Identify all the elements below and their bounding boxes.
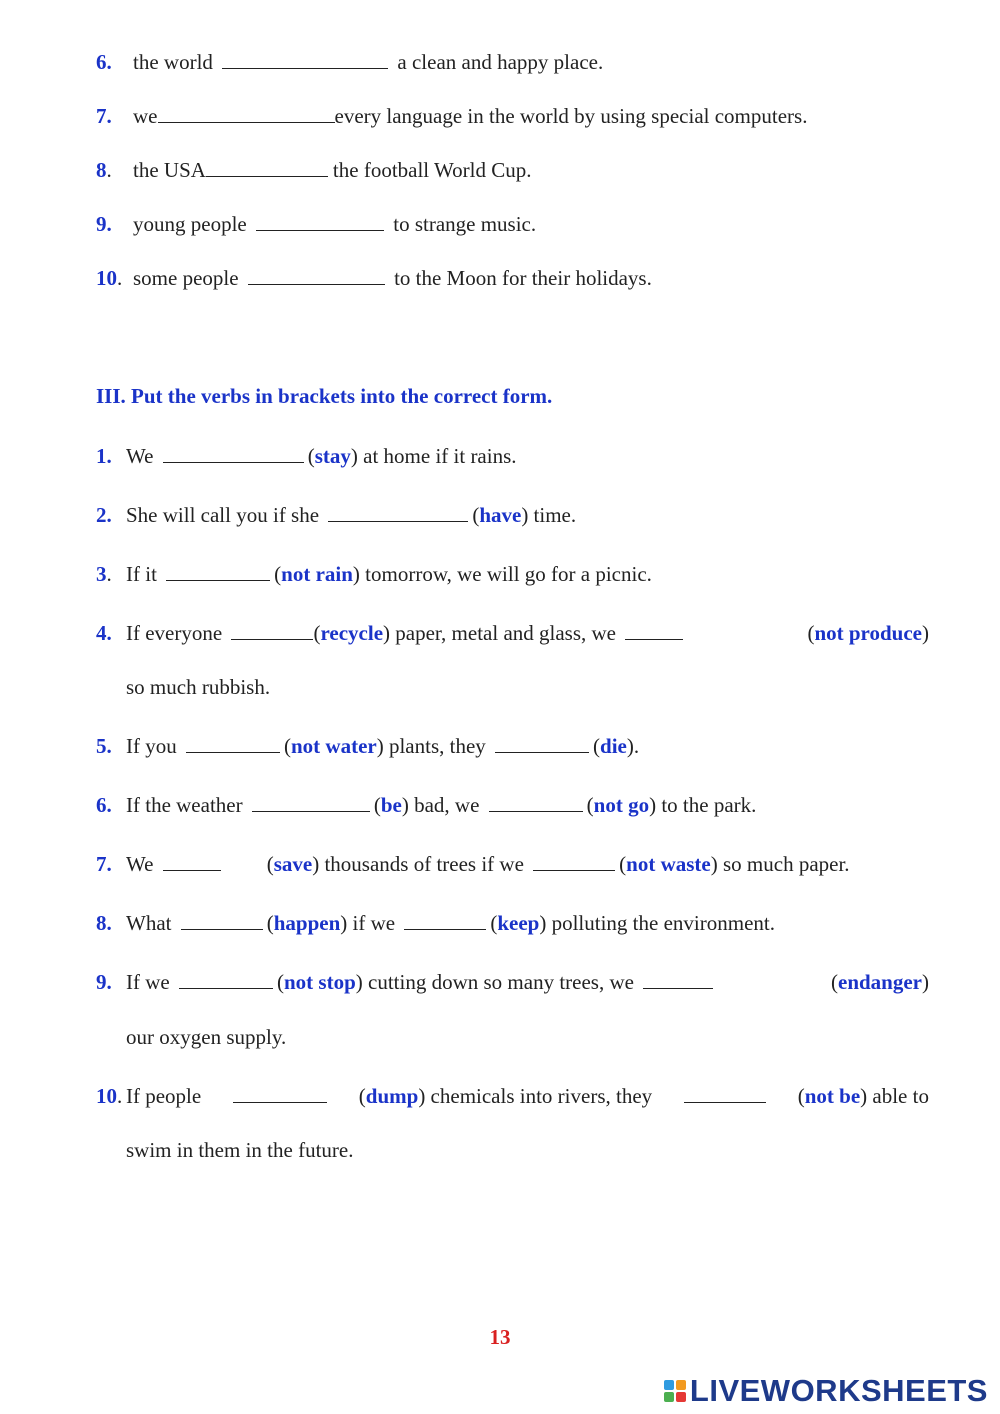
item-number: 7. bbox=[96, 852, 112, 876]
answer-blank[interactable] bbox=[328, 503, 468, 522]
answer-blank[interactable] bbox=[533, 852, 615, 871]
item-text: ) able to bbox=[860, 1084, 929, 1108]
answer-blank[interactable] bbox=[248, 266, 385, 285]
verb-hint: endanger bbox=[838, 970, 922, 994]
answer-blank[interactable] bbox=[163, 852, 221, 871]
item-text: ) chemicals into rivers, they bbox=[418, 1084, 653, 1108]
item-text: young people bbox=[133, 212, 247, 236]
verb-hint: not waste bbox=[626, 852, 711, 876]
logo-icon bbox=[664, 1380, 686, 1402]
verb-hint: save bbox=[273, 852, 313, 876]
verb-hint: not stop bbox=[283, 970, 356, 994]
item-number: 5. bbox=[96, 734, 112, 758]
item-text: If you bbox=[126, 734, 177, 758]
item-text: to strange music. bbox=[393, 212, 537, 236]
answer-blank[interactable] bbox=[206, 158, 328, 177]
item-text: the USA bbox=[133, 158, 206, 182]
item-text: ) polluting the environment. bbox=[539, 911, 775, 935]
answer-blank[interactable] bbox=[643, 970, 713, 989]
verb-hint: not water bbox=[291, 734, 377, 758]
answer-blank[interactable] bbox=[489, 793, 583, 812]
item-text: ) at home if it rains. bbox=[350, 444, 517, 468]
item-number: 3 bbox=[96, 562, 107, 586]
item-text: the world bbox=[133, 50, 213, 74]
verb-hint: stay bbox=[314, 444, 351, 468]
item-text: If the weather bbox=[126, 793, 243, 817]
answer-blank[interactable] bbox=[222, 50, 388, 69]
item-text: ) paper, metal and glass, we bbox=[383, 621, 617, 645]
item-text: If it bbox=[126, 562, 157, 586]
verb-hint: not rain bbox=[281, 562, 353, 586]
answer-blank[interactable] bbox=[252, 793, 370, 812]
verb-hint: not produce bbox=[814, 621, 922, 645]
item-text: If everyone bbox=[126, 621, 223, 645]
liveworksheets-logo bbox=[664, 1373, 988, 1409]
item-text: ) thousands of trees if we bbox=[312, 852, 524, 876]
item-text: we bbox=[133, 104, 158, 128]
verb-hint: happen bbox=[273, 911, 341, 935]
item-text: ) tomorrow, we will go for a picnic. bbox=[352, 562, 652, 586]
item-number-dot: . bbox=[117, 266, 123, 290]
item-number: 4. bbox=[96, 621, 112, 645]
page-number: 13 bbox=[489, 1325, 511, 1349]
answer-blank[interactable] bbox=[625, 621, 683, 640]
item-text: ) plants, they bbox=[376, 734, 486, 758]
logo-text: LIVEWORKSHEETS bbox=[689, 1373, 988, 1408]
item-text: so much rubbish. bbox=[126, 675, 271, 699]
item-text: If people bbox=[126, 1084, 202, 1108]
item-number-dot: . bbox=[117, 1084, 123, 1108]
section-heading: III. Put the verbs in brackets into the correct form. bbox=[96, 384, 553, 408]
item-text: ) time. bbox=[521, 503, 577, 527]
item-text: We bbox=[126, 852, 154, 876]
item-text: ) cutting down so many trees, we bbox=[355, 970, 634, 994]
verb-hint: dump bbox=[365, 1084, 419, 1108]
item-text: She will call you if she bbox=[126, 503, 320, 527]
answer-blank[interactable] bbox=[231, 621, 313, 640]
verb-hint: have bbox=[479, 503, 522, 527]
answer-blank[interactable] bbox=[684, 1084, 766, 1103]
item-number: 8. bbox=[96, 911, 112, 935]
item-number: 8 bbox=[96, 158, 107, 182]
verb-hint: not be bbox=[804, 1084, 861, 1108]
answer-blank[interactable] bbox=[495, 734, 589, 753]
item-text: every language in the world by using special computers. bbox=[334, 104, 808, 128]
item-number: 6. bbox=[96, 50, 112, 74]
answer-blank[interactable] bbox=[166, 562, 270, 581]
item-text: the football World Cup. bbox=[332, 158, 532, 182]
item-text: to the Moon for their holidays. bbox=[394, 266, 652, 290]
item-text: swim in them in the future. bbox=[126, 1138, 354, 1162]
answer-blank[interactable] bbox=[158, 104, 335, 123]
item-text: our oxygen supply. bbox=[126, 1025, 287, 1049]
item-number: 10 bbox=[96, 266, 117, 290]
item-number: 10 bbox=[96, 1084, 117, 1108]
item-text: ) to the park. bbox=[649, 793, 757, 817]
item-text: What bbox=[126, 911, 172, 935]
item-number: 2. bbox=[96, 503, 112, 527]
item-number: 7. bbox=[96, 104, 112, 128]
verb-hint: die bbox=[600, 734, 627, 758]
answer-blank[interactable] bbox=[181, 911, 263, 930]
answer-blank[interactable] bbox=[233, 1084, 327, 1103]
item-number-dot: . bbox=[106, 158, 112, 182]
item-text: If we bbox=[126, 970, 170, 994]
item-number-dot: . bbox=[106, 562, 112, 586]
item-number: 9. bbox=[96, 970, 112, 994]
answer-blank[interactable] bbox=[404, 911, 486, 930]
item-number: 1. bbox=[96, 444, 112, 468]
answer-blank[interactable] bbox=[179, 970, 273, 989]
verb-hint: not go bbox=[593, 793, 650, 817]
item-text: ). bbox=[626, 734, 640, 758]
answer-blank[interactable] bbox=[186, 734, 280, 753]
item-number: 9. bbox=[96, 212, 112, 236]
item-text: a clean and happy place. bbox=[397, 50, 604, 74]
verb-hint: keep bbox=[497, 911, 540, 935]
answer-blank[interactable] bbox=[256, 212, 384, 231]
answer-blank[interactable] bbox=[163, 444, 304, 463]
verb-hint: recycle bbox=[320, 621, 384, 645]
item-text: We bbox=[126, 444, 154, 468]
item-text: ) if we bbox=[340, 911, 396, 935]
item-text: some people bbox=[133, 266, 239, 290]
item-number: 6. bbox=[96, 793, 112, 817]
item-text: ) bad, we bbox=[401, 793, 480, 817]
verb-hint: be bbox=[380, 793, 402, 817]
item-text: ) so much paper. bbox=[710, 852, 850, 876]
